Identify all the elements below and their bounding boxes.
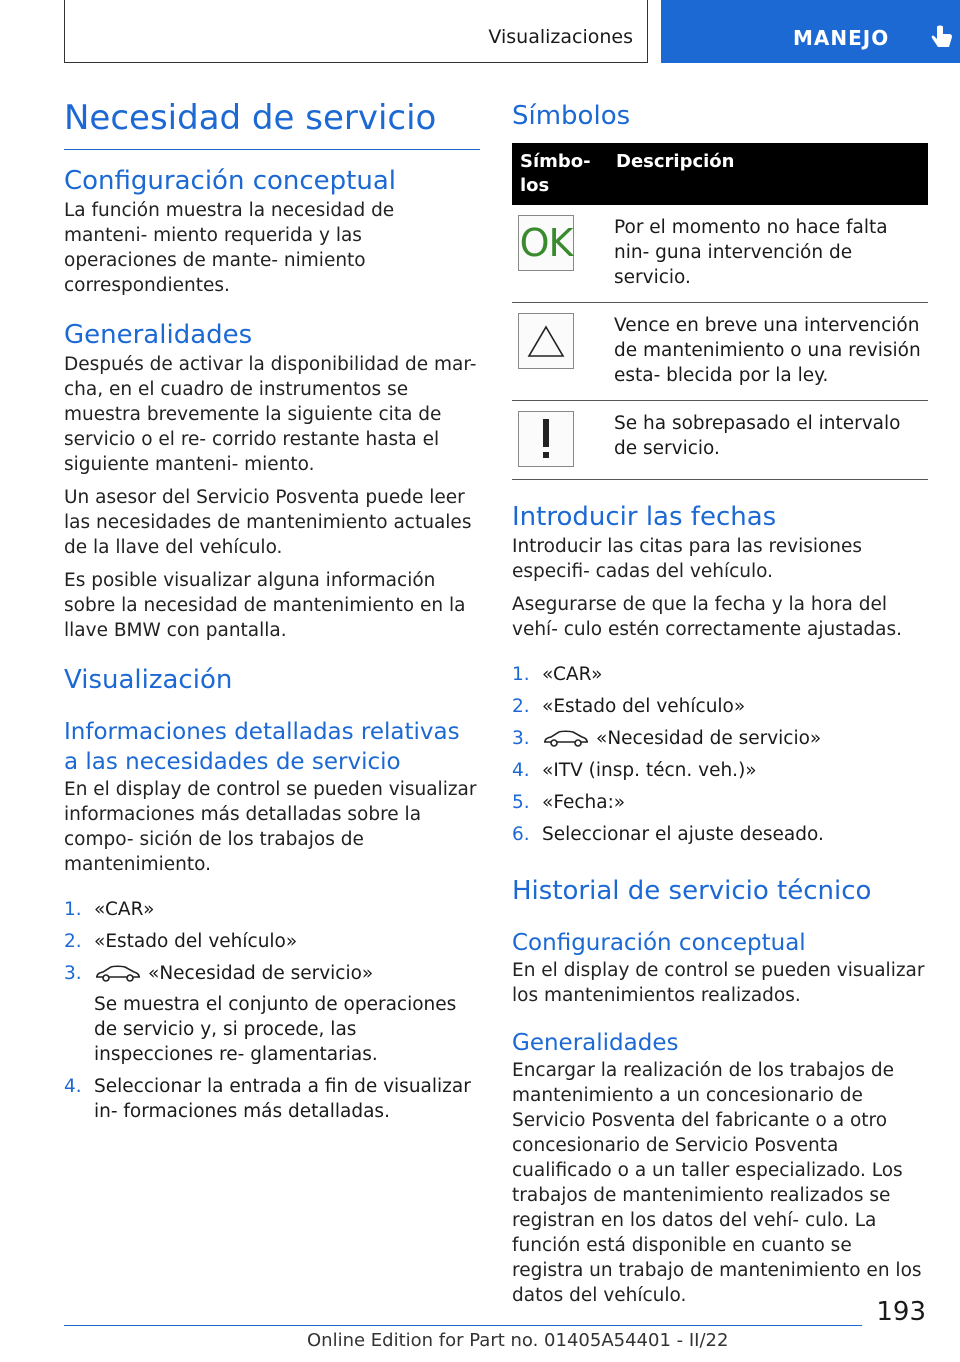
history-heading: Historial de servicio técnico [512, 876, 872, 906]
header-chapter-tab[interactable] [661, 0, 960, 63]
right-column [512, 95, 928, 1308]
car-icon [94, 963, 142, 983]
general-paragraph-1: Después de activar la disponibilidad de mar- cha, en el cuadro de instrumentos se muestra brevemente la siguiente cita de servicio o el re- corrido restante hasta el siguiente manteni- miento. [64, 354, 477, 475]
page-title: Necesidad de servicio [64, 98, 437, 138]
list-item: 4. Seleccionar la entrada a fin de visualizar in- formaciones más detalladas. [64, 1076, 471, 1122]
list-item: 1. «CAR» [512, 664, 603, 685]
list-item: 3. «Necesidad de servicio» Se muestra el conjunto de operaciones de servicio y, si procede, las inspecciones re- glamentarias. [64, 961, 480, 1067]
general-paragraph-2: Un asesor del Servicio Posventa puede leer las necesidades de mantenimiento actuales de la llave del vehículo. [64, 487, 472, 558]
detail-heading: Informaciones detalladas relativas a las necesidades de servicio [64, 719, 460, 775]
hand-pointer-icon [931, 25, 955, 51]
list-item: 2. «Estado del vehículo» [64, 931, 298, 952]
table-row [512, 303, 928, 401]
dates-steps [512, 662, 928, 847]
header-chapter-label: MANEJO [793, 26, 890, 50]
history-general-heading: Generalidades [512, 1030, 679, 1056]
detail-text: En el display de control se pueden visualizar informaciones más detalladas sobre la compo- sición de los trabajos de mantenimiento. [64, 779, 477, 875]
row-description: Vence en breve una intervención de mantenimiento o una revisión esta- blecida por la ley. [608, 303, 928, 401]
table-header-description: Descripción [608, 143, 928, 205]
footer-divider [64, 1325, 862, 1326]
history-concept-text: En el display de control se pueden visualizar los mantenimientos realizados. [512, 960, 925, 1006]
dates-paragraph-2: Asegurarse de que la fecha y la hora del vehí- culo estén correctamente ajustadas. [512, 594, 903, 640]
warning-triangle-icon [526, 323, 566, 359]
ok-symbol: OK [518, 215, 574, 271]
list-item: 4. «ITV (insp. técn. veh.)» [512, 760, 757, 781]
symbols-heading: Símbolos [512, 101, 631, 131]
symbols-table [512, 143, 928, 480]
exclamation-icon [536, 417, 556, 461]
general-paragraph-3: Es posible visualizar alguna información sobre la necesidad de mantenimiento en la llave BMW con pantalla. [64, 570, 466, 641]
history-general-text: Encargar la realización de los trabajos de mantenimiento a un concesionario de Servicio Posventa del fabricante o a otro concesionario de Servicio Posventa cualificado o a un taller especializado. Los trabajos de mantenimiento realizados se registran en los datos del vehí- culo. La función está disponible en cuanto se registra un trabajo de mantenimiento en los datos del vehículo. [512, 1060, 922, 1306]
list-item: 3. «Necesidad de servicio» [512, 728, 822, 749]
title-divider [64, 149, 480, 150]
general-heading: Generalidades [64, 320, 253, 350]
display-heading: Visualización [64, 665, 233, 695]
table-row [512, 401, 928, 480]
list-item: 6. Seleccionar el ajuste deseado. [512, 824, 824, 845]
step-3-detail: Se muestra el conjunto de operaciones de servicio y, si procede, las inspecciones re- glamentarias. [94, 994, 457, 1065]
list-item: 5. «Fecha:» [512, 792, 626, 813]
row-description: Se ha sobrepasado el intervalo de servicio. [608, 401, 928, 480]
footer-edition: Online Edition for Part no. 01405A54401 - II/22 [307, 1330, 729, 1351]
history-concept-heading: Configuración conceptual [512, 930, 806, 956]
car-icon [542, 728, 590, 748]
detail-steps [64, 897, 480, 1124]
left-column [64, 95, 480, 1131]
table-header-symbol: Símbo- los [512, 143, 608, 205]
dates-heading: Introducir las fechas [512, 502, 777, 532]
list-item: 1. «CAR» [64, 899, 155, 920]
dates-paragraph-1: Introducir las citas para las revisiones especifi- cadas del vehículo. [512, 536, 863, 582]
header-section-box [64, 0, 648, 63]
header-section-title: Visualizaciones [488, 26, 633, 48]
concept-heading: Configuración conceptual [64, 166, 396, 196]
row-description: Por el momento no hace falta nin- guna intervención de servicio. [608, 205, 928, 303]
table-row [512, 205, 928, 303]
page-number: 193 [876, 1297, 926, 1327]
concept-text: La función muestra la necesidad de manteni- miento requerida y las operaciones de mante- nimiento correspondientes. [64, 200, 395, 296]
list-item: 2. «Estado del vehículo» [512, 696, 746, 717]
